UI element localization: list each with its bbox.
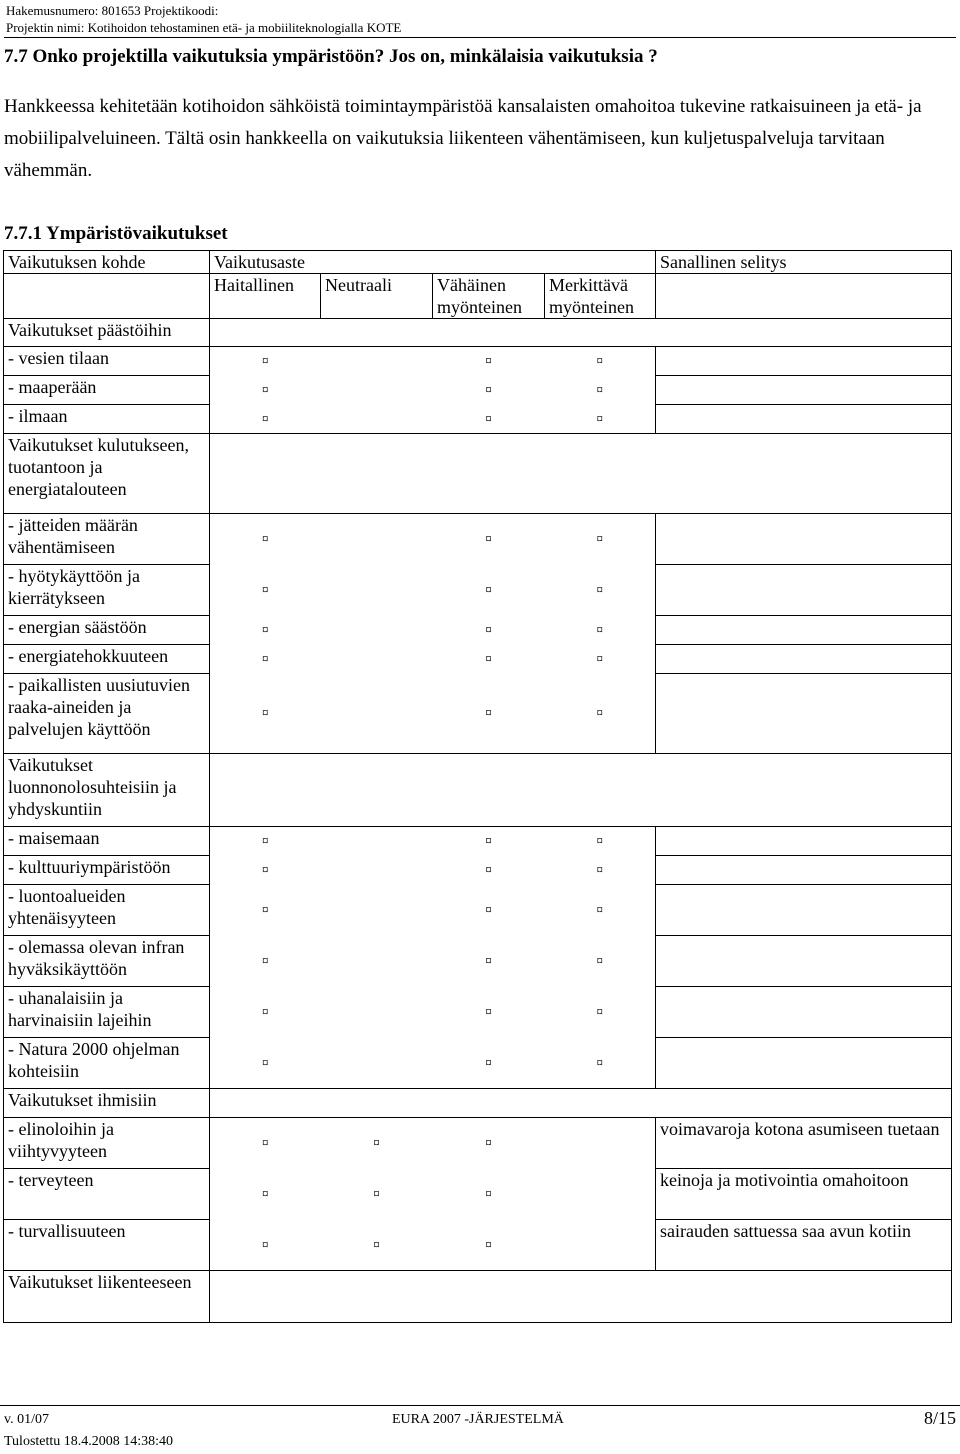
mark-major-positive: ¤ xyxy=(596,953,604,968)
row-label: - hyötykäyttöön ja kierrätykseen xyxy=(4,565,210,616)
table-row xyxy=(4,754,952,827)
table-row xyxy=(4,827,952,856)
mark-major-positive: ¤ xyxy=(596,862,604,877)
document-header xyxy=(6,2,401,36)
mark-neutral xyxy=(321,1038,433,1089)
mark-harmful: ¤ xyxy=(262,1186,269,1201)
row-explanation xyxy=(656,936,952,987)
table-row xyxy=(4,616,952,645)
level-row-spacer xyxy=(4,274,210,319)
mark-neutral xyxy=(321,514,433,565)
table-row xyxy=(4,514,952,565)
row-explanation xyxy=(656,674,952,754)
mark-harmful: ¤ xyxy=(262,531,269,547)
level-harmful: Haitallinen xyxy=(210,274,321,319)
mark-harmful: ¤ xyxy=(262,410,269,426)
footer-version: v. 01/07 xyxy=(4,1412,49,1427)
row-label: - terveyteen xyxy=(4,1169,210,1220)
row-explanation xyxy=(656,827,952,856)
row-label: - maisemaan xyxy=(4,827,210,856)
row-label: - elinoloihin ja viihtyvyyteen xyxy=(4,1118,210,1169)
header-divider xyxy=(4,37,956,38)
level-row-explanation-spacer xyxy=(656,274,952,319)
mark-major-positive: ¤ xyxy=(596,382,604,397)
table-row xyxy=(4,1118,952,1169)
footer-system: EURA 2007 -JÄRJESTELMÄ xyxy=(392,1412,564,1427)
mark-minor-positive: ¤ xyxy=(485,705,492,721)
level-minor-positive: Vähäinen myönteinen xyxy=(433,274,545,319)
row-label: - kulttuuriympäristöön xyxy=(4,856,210,885)
mark-major-positive: ¤ xyxy=(596,582,604,597)
table-row xyxy=(4,1089,952,1118)
mark-neutral xyxy=(321,565,433,616)
mark-neutral xyxy=(321,376,433,405)
level-neutral: Neutraali xyxy=(321,274,433,319)
mark-minor-positive: ¤ xyxy=(485,902,492,917)
table-row xyxy=(4,347,952,376)
application-number: Hakemusnumero: 801653 Projektikoodi: xyxy=(6,3,219,18)
table-row xyxy=(4,1220,952,1271)
mark-major-positive: ¤ xyxy=(596,410,604,426)
mark-neutral: ¤ xyxy=(373,1135,380,1151)
row-label: - paikallisten uusiutuvien raaka-aineiden ja palvelujen käyttöön xyxy=(4,674,210,754)
header-target: Vaikutuksen kohde xyxy=(4,251,210,274)
table-level-row xyxy=(4,274,952,319)
mark-major-positive: ¤ xyxy=(596,622,604,637)
mark-minor-positive: ¤ xyxy=(485,1135,492,1151)
table-row xyxy=(4,1169,952,1220)
row-explanation xyxy=(656,885,952,936)
row-label: - maaperään xyxy=(4,376,210,405)
mark-neutral: ¤ xyxy=(373,1186,380,1201)
header-explanation: Sanallinen selitys xyxy=(656,251,952,274)
table-row xyxy=(4,565,952,616)
table-header-row xyxy=(4,251,952,274)
mark-harmful: ¤ xyxy=(262,705,269,721)
mark-minor-positive: ¤ xyxy=(485,953,492,968)
row-explanation: voimavaroja kotona asumiseen tuetaan xyxy=(656,1118,952,1169)
section-intro: Hankkeessa kehitetään kotihoidon sähköistä toimintaympäristöä kansalaisten omahoitoa tukevine ratkaisuineen ja etä- ja mobiilipalveluineen. Tältä osin hankkeella on vaikutuksia liikenteen vähentämiseen, kun kuljetuspalveluja tarvitaan vähemmän. xyxy=(4,96,922,181)
row-explanation xyxy=(656,405,952,434)
row-label: Vaikutukset luonnonolosuhteisiin ja yhdyskuntiin xyxy=(4,754,210,827)
table-row xyxy=(4,1271,952,1323)
table-row xyxy=(4,405,952,434)
row-explanation: sairauden sattuessa saa avun kotiin xyxy=(656,1220,952,1271)
mark-neutral xyxy=(321,987,433,1038)
environmental-impact-table xyxy=(3,250,952,1323)
project-name: Projektin nimi: Kotihoidon tehostaminen etä- ja mobiiliteknologialla KOTE xyxy=(6,20,402,35)
mark-major-positive: ¤ xyxy=(596,531,604,547)
table-row xyxy=(4,645,952,674)
row-explanation xyxy=(656,616,952,645)
mark-neutral: ¤ xyxy=(373,1236,380,1252)
mark-harmful: ¤ xyxy=(262,1054,269,1070)
level-major-positive: Merkittävä myönteinen xyxy=(545,274,656,319)
row-explanation xyxy=(656,514,952,565)
mark-neutral xyxy=(321,856,433,885)
mark-harmful: ¤ xyxy=(262,353,269,369)
header-level: Vaikutusaste xyxy=(210,251,656,274)
row-empty-span xyxy=(210,1089,952,1118)
mark-major-positive xyxy=(545,1220,656,1271)
row-label: - ilmaan xyxy=(4,405,210,434)
mark-harmful: ¤ xyxy=(262,1135,269,1151)
row-explanation xyxy=(656,1038,952,1089)
mark-minor-positive: ¤ xyxy=(485,1236,492,1252)
row-empty-span xyxy=(210,754,952,827)
table-row xyxy=(4,987,952,1038)
table-row xyxy=(4,319,952,347)
mark-harmful: ¤ xyxy=(262,1004,269,1019)
mark-major-positive: ¤ xyxy=(596,1054,604,1070)
footer-printed-timestamp: Tulostettu 18.4.2008 14:38:40 xyxy=(4,1434,174,1449)
mark-minor-positive: ¤ xyxy=(485,531,492,547)
mark-major-positive xyxy=(545,1118,656,1169)
mark-minor-positive: ¤ xyxy=(485,651,492,666)
row-explanation xyxy=(656,645,952,674)
row-label: - luontoalueiden yhtenäisyyteen xyxy=(4,885,210,936)
mark-major-positive: ¤ xyxy=(596,705,604,721)
row-empty-span xyxy=(210,1271,952,1323)
mark-minor-positive: ¤ xyxy=(485,353,492,369)
row-label: - vesien tilaan xyxy=(4,347,210,376)
mark-neutral xyxy=(321,827,433,856)
row-label: Vaikutukset kulutukseen, tuotantoon ja energiatalouteen xyxy=(4,434,210,514)
table-row xyxy=(4,856,952,885)
mark-neutral xyxy=(321,616,433,645)
row-empty-span xyxy=(210,319,952,347)
mark-minor-positive: ¤ xyxy=(485,582,492,597)
mark-minor-positive: ¤ xyxy=(485,410,492,426)
row-label: - jätteiden määrän vähentämiseen xyxy=(4,514,210,565)
mark-minor-positive: ¤ xyxy=(485,622,492,637)
mark-minor-positive: ¤ xyxy=(485,1054,492,1070)
subsection-title: 7.7.1 Ympäristövaikutukset xyxy=(4,223,228,244)
mark-harmful: ¤ xyxy=(262,953,269,968)
mark-major-positive: ¤ xyxy=(596,833,604,849)
mark-major-positive: ¤ xyxy=(596,1004,604,1019)
mark-harmful: ¤ xyxy=(262,651,269,666)
row-explanation xyxy=(656,347,952,376)
mark-neutral xyxy=(321,347,433,376)
table-row xyxy=(4,434,952,514)
row-explanation xyxy=(656,376,952,405)
mark-neutral xyxy=(321,674,433,754)
row-explanation xyxy=(656,987,952,1038)
mark-minor-positive: ¤ xyxy=(485,862,492,877)
mark-minor-positive: ¤ xyxy=(485,1004,492,1019)
row-label: Vaikutukset päästöihin xyxy=(4,319,210,347)
row-label: - olemassa olevan infran hyväksikäyttöön xyxy=(4,936,210,987)
table-row xyxy=(4,376,952,405)
mark-neutral xyxy=(321,645,433,674)
footer-page-number: 8/15 xyxy=(923,1408,956,1428)
mark-harmful: ¤ xyxy=(262,382,269,397)
mark-harmful: ¤ xyxy=(262,622,269,637)
mark-minor-positive: ¤ xyxy=(485,382,492,397)
mark-major-positive: ¤ xyxy=(596,353,604,369)
mark-major-positive xyxy=(545,1169,656,1220)
mark-major-positive: ¤ xyxy=(596,902,604,917)
mark-harmful: ¤ xyxy=(262,582,269,597)
mark-minor-positive: ¤ xyxy=(485,833,492,849)
row-label: Vaikutukset ihmisiin xyxy=(4,1089,210,1118)
mark-neutral xyxy=(321,405,433,434)
row-explanation: keinoja ja motivointia omahoitoon xyxy=(656,1169,952,1220)
row-label: - Natura 2000 ohjelman kohteisiin xyxy=(4,1038,210,1089)
mark-harmful: ¤ xyxy=(262,862,269,877)
row-explanation xyxy=(656,565,952,616)
impact-rows xyxy=(4,319,952,1323)
section-title: 7.7 Onko projektilla vaikutuksia ympäristöön? Jos on, minkälaisia vaikutuksia ? xyxy=(4,46,658,67)
mark-harmful: ¤ xyxy=(262,1236,269,1252)
row-label: - uhanalaisiin ja harvinaisiin lajeihin xyxy=(4,987,210,1038)
table-row xyxy=(4,936,952,987)
mark-neutral xyxy=(321,885,433,936)
mark-neutral xyxy=(321,936,433,987)
table-row xyxy=(4,885,952,936)
mark-minor-positive: ¤ xyxy=(485,1186,492,1201)
mark-harmful: ¤ xyxy=(262,902,269,917)
mark-major-positive: ¤ xyxy=(596,651,604,666)
table-row xyxy=(4,1038,952,1089)
row-label: - turvallisuuteen xyxy=(4,1220,210,1271)
row-label: - energian säästöön xyxy=(4,616,210,645)
mark-harmful: ¤ xyxy=(262,833,269,849)
row-empty-span xyxy=(210,434,952,514)
row-explanation xyxy=(656,856,952,885)
row-label: - energiatehokkuuteen xyxy=(4,645,210,674)
footer-divider xyxy=(0,1405,960,1406)
row-label: Vaikutukset liikenteeseen xyxy=(4,1271,210,1323)
table-row xyxy=(4,674,952,754)
